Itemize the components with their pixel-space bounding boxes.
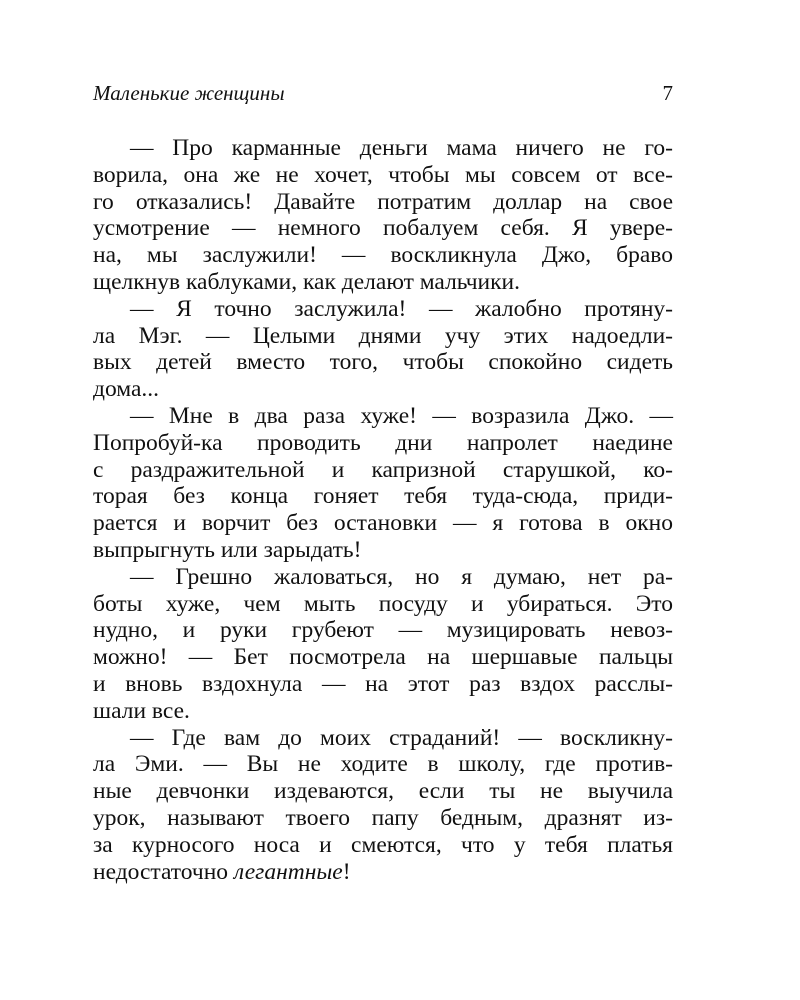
text-line: нудно, и руки грубеют — музицировать невоз- [93, 617, 673, 644]
text-line: вых детей вместо того, чтобы спокойно сидеть [93, 349, 673, 376]
text-line: — Где вам до моих страданий! — воскликну- [130, 724, 673, 751]
text-line: урок, называют твоего папу бедным, дразнят из- [93, 804, 673, 831]
text-line: шали все. [93, 697, 190, 724]
running-title: Маленькие женщины [93, 81, 285, 105]
text-line-final [93, 859, 673, 886]
text-line: — Грешно жаловаться, но я думаю, нет ра- [130, 563, 673, 590]
text-line: дома... [93, 376, 160, 403]
body-text [93, 135, 673, 885]
text-line: Попробуй-ка проводить дни напролет наедине [93, 429, 673, 456]
text-line: и вновь вздохнула — на этот раз вздох расслы- [93, 670, 673, 697]
text-line: торая без конца гоняет тебя туда-сюда, приди- [93, 483, 673, 510]
text-line: усмотрение — немного побалуем себя. Я увере- [93, 215, 673, 242]
text-line: рается и ворчит без остановки — я готова в окно [93, 510, 673, 537]
text-line: — Мне в два раза хуже! — возразила Джо. — [130, 402, 673, 429]
text-line: ные девчонки издеваются, если ты не выучила [93, 778, 673, 805]
page-number: 7 [662, 81, 673, 105]
text-line: боты хуже, чем мыть посуду и убираться. Это [93, 590, 673, 617]
text-line: ла Эми. — Вы не ходите в школу, где против- [93, 751, 673, 778]
text-line: ла Мэг. — Целыми днями учу этих надоедли- [93, 322, 673, 349]
emphasized-word: легантные [233, 858, 343, 885]
text-line: на, мы заслужили! — воскликнула Джо, браво [93, 242, 673, 269]
final-line-suffix: ! [342, 858, 351, 885]
text-line: можно! — Бет посмотрела на шершавые пальцы [93, 644, 673, 671]
text-line: ворила, она же не хочет, чтобы мы совсем от все- [93, 161, 673, 188]
text-line: за курносого носа и смеются, что у тебя платья [93, 831, 673, 858]
text-line: — Я точно заслужила! — жалобно протяну- [130, 295, 673, 322]
text-line: — Про карманные деньги мама ничего не го- [130, 135, 673, 161]
running-head [93, 78, 673, 110]
text-line: го отказались! Давайте потратим доллар на свое [93, 188, 673, 215]
final-line-prefix: недостаточно [93, 858, 234, 885]
text-line: выпрыгнуть или зарыдать! [93, 536, 362, 563]
text-line: с раздражительной и капризной старушкой, ко- [93, 456, 673, 483]
text-line: щелкнув каблуками, как делают мальчики. [93, 268, 520, 295]
